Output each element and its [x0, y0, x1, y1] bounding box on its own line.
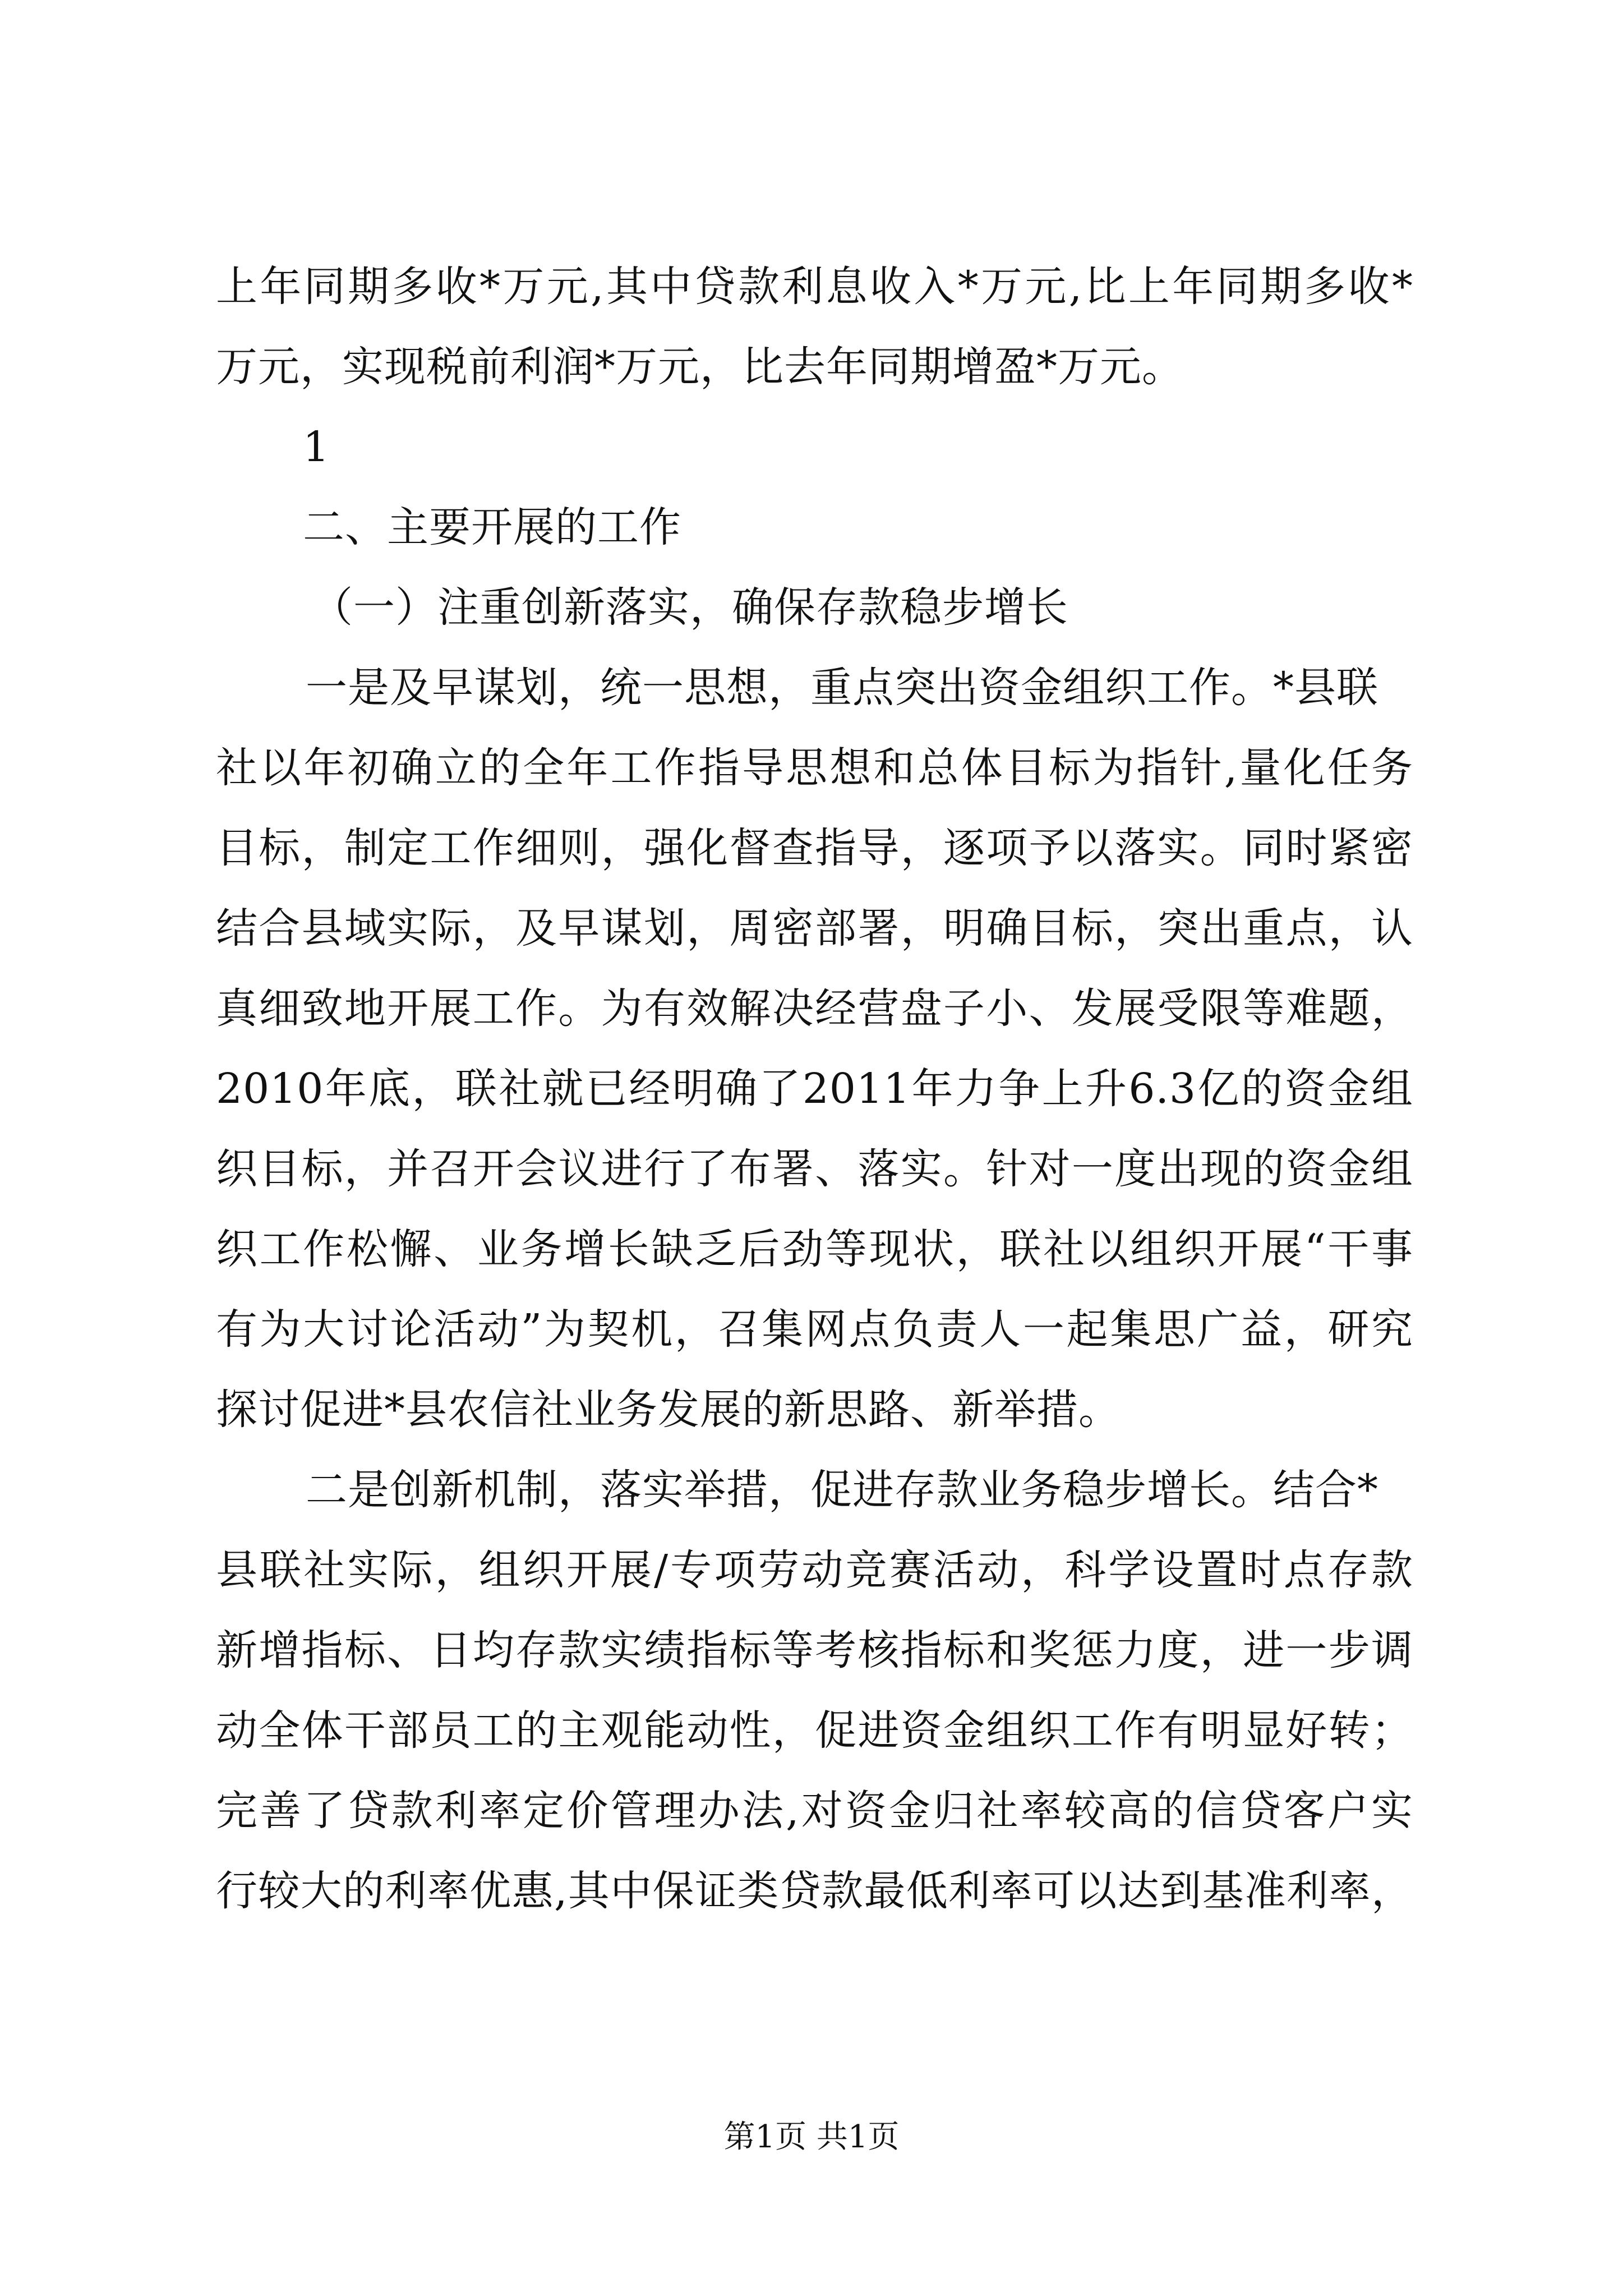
- page-footer: 第1页 共1页: [723, 2119, 900, 2155]
- text-line: 上年同期多收*万元,其中贷款利息收入*万元,比上年同期多收*: [216, 263, 1413, 311]
- subsection-heading: （一）注重创新落实，确保存款稳步增长: [311, 583, 1068, 632]
- text-line: 目标，制定工作细则，强化督查指导，逐项予以落实。同时紧密: [216, 824, 1413, 872]
- text-line: 县联社实际，组织开展/专项劳动竞赛活动，科学设置时点存款: [216, 1546, 1413, 1594]
- document-body: [216, 247, 1413, 1931]
- text-line: 有为大讨论活动”为契机，召集网点负责人一起集思广益，研究: [216, 1305, 1413, 1354]
- text-line: 一是及早谋划，统一思想，重点突出资金组织工作。*县联: [306, 664, 1378, 712]
- inline-page-number: 1: [303, 423, 330, 471]
- text-line: 织目标，并召开会议进行了布署、落实。针对一度出现的资金组: [216, 1145, 1413, 1193]
- section-heading: 二、主要开展的工作: [303, 503, 681, 551]
- text-line: 动全体干部员工的主观能动性，促进资金组织工作有明显好转；: [216, 1706, 1413, 1755]
- text-line: 社以年初确立的全年工作指导思想和总体目标为指针,量化任务: [216, 744, 1413, 792]
- text-line: 二是创新机制，落实举措，促进存款业务稳步增长。结合*: [306, 1466, 1378, 1514]
- text-line: 真细致地开展工作。为有效解决经营盘子小、发展受限等难题，: [216, 984, 1413, 1033]
- text-line: 织工作松懈、业务增长缺乏后劲等现状，联社以组织开展“干事: [216, 1225, 1413, 1273]
- text-line: 探讨促进*县农信社业务发展的新思路、新举措。: [216, 1386, 1121, 1434]
- text-line: 新增指标、日均存款实绩指标等考核指标和奖惩力度，进一步调: [216, 1626, 1413, 1674]
- text-line: 完善了贷款利率定价管理办法,对资金归社率较高的信贷客户实: [216, 1787, 1413, 1835]
- text-line: 结合县域实际，及早谋划，周密部署，明确目标，突出重点，认: [216, 904, 1413, 953]
- text-line: 万元，实现税前利润*万元，比去年同期增盈*万元。: [216, 343, 1184, 391]
- text-line: 2010年底，联社就已经明确了2011年力争上升6.3亿的资金组: [216, 1065, 1413, 1113]
- text-line: 行较大的利率优惠,其中保证类贷款最低利率可以达到基准利率，: [216, 1867, 1413, 1915]
